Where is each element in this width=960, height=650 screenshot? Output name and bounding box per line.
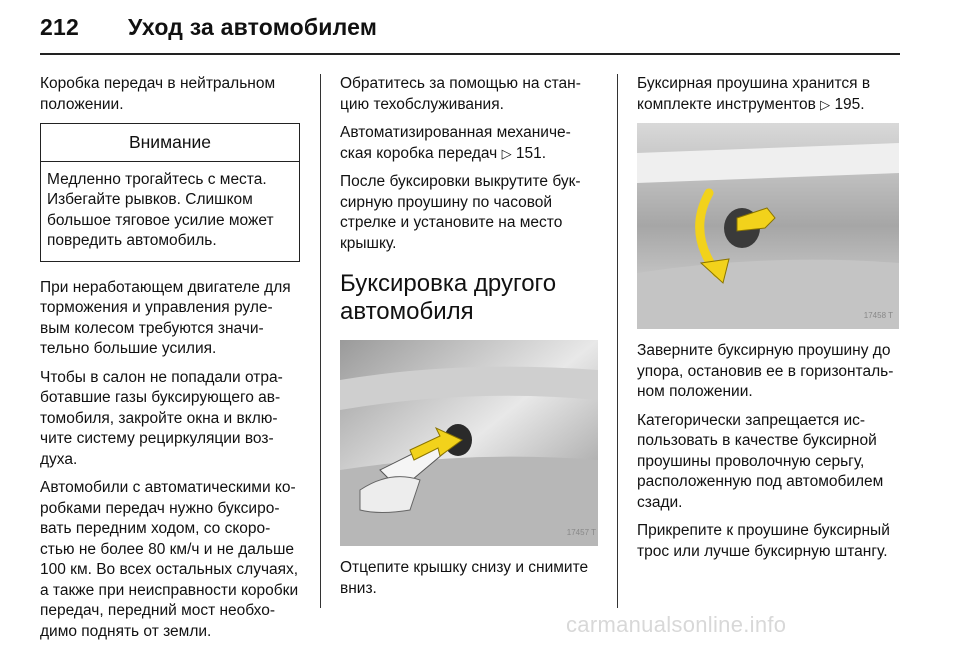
figure-eye-install	[637, 123, 899, 329]
warning-box	[40, 123, 300, 262]
paragraph: Чтобы в салон не попадали отра-ботавшие газы буксирующего ав-томобиля, закройте окна и вклю-чите систему рециркуляции воз-духа.	[40, 368, 283, 468]
figure-cover-removal	[340, 340, 602, 546]
paragraph: Прикрепите к проушине буксирный трос или лучше буксирную штангу.	[637, 522, 890, 560]
figure-code: 17458 T	[863, 310, 893, 320]
page-reference[interactable]: 195.	[834, 95, 865, 113]
paragraph-text: Автоматизированная механиче-ская коробка передач	[340, 124, 571, 162]
column-2	[340, 74, 602, 607]
column-1	[40, 74, 302, 650]
illustration-bumper-cover	[340, 340, 598, 546]
triangle-ref-icon: ▷	[820, 96, 831, 112]
paragraph: После буксировки выкрутите бук-сирную проушину по часовой стрелке и установите на место крышку.	[340, 173, 581, 252]
page-header	[40, 14, 377, 41]
paragraph: Обратитесь за помощью на стан-цию техобслуживания.	[340, 75, 581, 113]
paragraph	[340, 123, 602, 164]
section-heading: Буксировка другого автомобиля	[340, 270, 557, 325]
column-divider	[320, 74, 321, 608]
figure-caption: Отцепите крышку снизу и снимите вниз.	[340, 559, 589, 597]
illustration-towing-eye	[637, 123, 899, 329]
figure-code: 17457 T	[566, 527, 596, 537]
page-title: Уход за автомобилем	[128, 14, 378, 40]
paragraph-text: Буксирная проушина хранится в комплекте инструментов	[637, 75, 871, 113]
page-reference[interactable]: 151.	[515, 144, 547, 162]
warning-title: Внимание	[41, 124, 299, 162]
watermark: carmanualsonline.info	[566, 612, 787, 637]
header-rule	[40, 53, 900, 55]
column-3	[637, 74, 899, 570]
paragraph: Автомобили с автоматическими ко-робками передач нужно буксиро-вать передним ходом, со скоро-стью не более 80 км/ч и не дальше 100 км. Во всех остальных случаях, а также при неисправности коробки передач, передний мост необхо-димо поднять от земли.	[40, 479, 299, 640]
warning-text: Медленно трогайтесь с места. Избегайте рывков. Слишком большое тяговое усилие может повредить автомобиль.	[47, 170, 274, 249]
intro-paragraph: Коробка передач в нейтральном положении.	[40, 75, 276, 113]
paragraph: Заверните буксирную проушину до упора, остановив ее в горизонталь-ном положении.	[637, 342, 894, 400]
paragraph: Категорически запрещается ис-пользовать в качестве буксирной проушины проволочную серьгу, расположенную под автомобилем сзади.	[637, 411, 884, 511]
column-divider	[617, 74, 618, 608]
paragraph: При неработающем двигателе для торможения и управления руле-вым колесом требуются значи-тельно большие усилия.	[40, 278, 291, 357]
page-number: 212	[40, 14, 79, 40]
triangle-ref-icon: ▷	[501, 145, 512, 161]
paragraph	[637, 74, 899, 115]
